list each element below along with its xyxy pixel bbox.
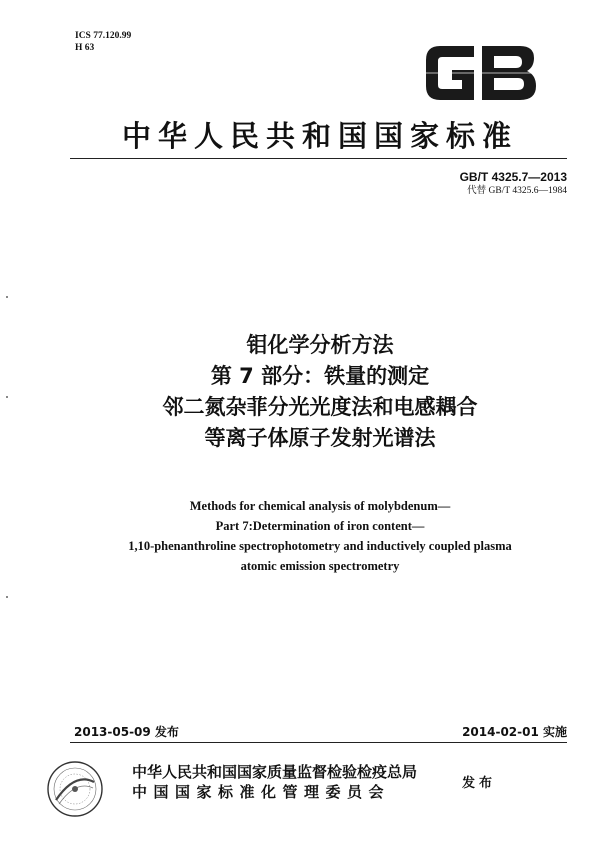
ccs-code: H 63 [75,43,95,53]
ics-code: ICS 77.120.99 [75,31,132,41]
issue-date: 2013-05-09 发布 [74,725,179,739]
en-title-line-2: Part 7:Determination of iron content— [215,519,425,533]
anti-counterfeit-seal-icon [46,760,104,818]
replaces-standard: 代替 GB/T 4325.6—1984 [467,186,567,196]
cn-title-line-1: 钼化学分析方法 [246,333,394,357]
scan-mark [6,296,8,298]
standard-code-block [460,170,567,197]
publish-label: 发布 [462,776,497,791]
gb-logo [422,40,540,106]
chinese-title [60,330,580,454]
en-title-line-1: Methods for chemical analysis of molybdenum— [189,499,451,513]
top-rule [70,158,567,159]
national-standard-title: 中华人民共和国国家标准 [121,119,518,153]
implementation-date: 2014-02-01 实施 [462,725,567,739]
scan-mark [6,596,8,598]
scan-mark [6,396,8,398]
cn-title-line-3: 邻二氮杂菲分光光度法和电感耦合 [162,395,478,419]
en-title-line-4: atomic emission spectrometry [240,559,400,573]
standard-number: GB/T 4325.7—2013 [459,170,567,184]
english-title [60,496,580,576]
issuing-authorities [132,762,417,802]
cn-title-line-4: 等离子体原子发射光谱法 [204,426,436,450]
en-title-line-3: 1,10-phenanthroline spectrophotometry and inductively coupled plasma [128,539,512,553]
cn-title-line-2: 第 7 部分：铁量的测定 [210,364,430,388]
bottom-rule [70,742,567,743]
issuer-aqsiq: 中华人民共和国国家质量监督检验检疫总局 [132,763,418,781]
issuer-sac: 中国国家标准化管理委员会 [132,783,391,801]
classification-codes [75,30,131,54]
